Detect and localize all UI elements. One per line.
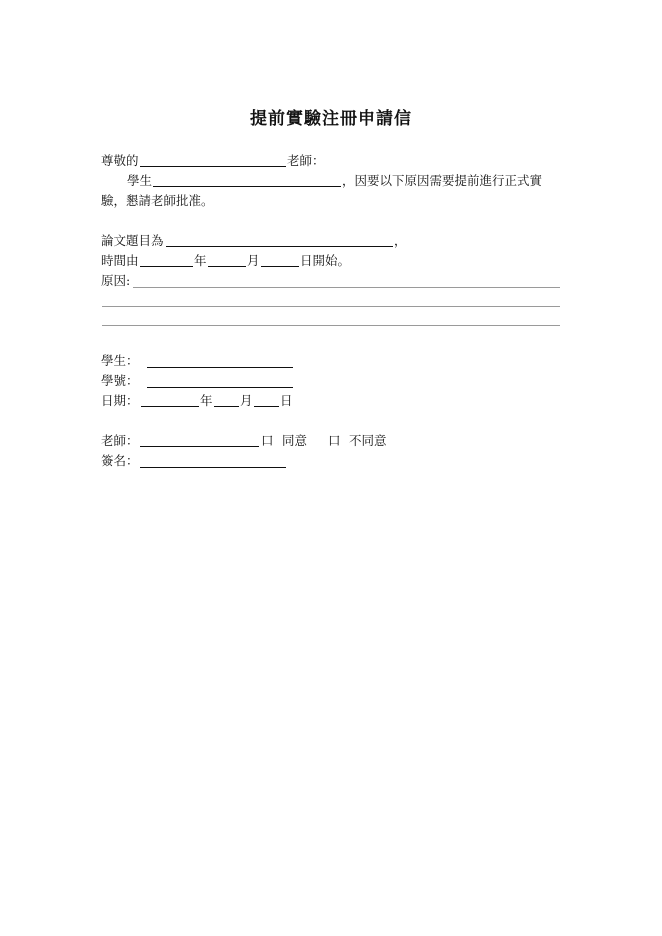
disagree-label: 不同意 <box>349 433 387 448</box>
sign-label: 簽名： <box>101 453 139 468</box>
start-day-blank[interactable] <box>261 266 299 267</box>
student-signature-blank[interactable] <box>147 367 293 368</box>
student-name-blank[interactable] <box>153 186 341 187</box>
teacher-name-sign-blank[interactable] <box>140 446 259 447</box>
document-title: 提前實驗注冊申請信 <box>250 109 412 129</box>
agree-checkbox[interactable]: 口 <box>261 433 274 448</box>
thesis-title-blank[interactable] <box>166 246 393 247</box>
teacher-signature-blank[interactable] <box>140 467 286 468</box>
reason-line-1[interactable] <box>133 287 560 288</box>
teacher-label: 老師： <box>101 433 139 448</box>
student-label: 學生： <box>101 353 139 368</box>
agree-label: 同意 <box>282 433 308 448</box>
salutation-prefix: 尊敬的 <box>101 153 139 168</box>
date-month-label: 月 <box>240 393 253 408</box>
date-day-blank[interactable] <box>254 406 279 407</box>
day-start-label: 日開始。 <box>300 253 351 268</box>
disagree-checkbox[interactable]: 口 <box>328 433 341 448</box>
start-month-blank[interactable] <box>208 266 246 267</box>
date-label: 日期： <box>101 393 139 408</box>
thesis-suffix: ， <box>394 233 407 248</box>
date-year-label: 年 <box>200 393 213 408</box>
date-year-blank[interactable] <box>141 406 199 407</box>
body-student-prefix: 學生 <box>127 173 153 188</box>
teacher-name-blank[interactable] <box>140 166 286 167</box>
body-line2: 驗，懇請老師批准。 <box>101 193 214 208</box>
reason-label: 原因: <box>101 273 131 288</box>
start-year-blank[interactable] <box>140 266 193 267</box>
date-month-blank[interactable] <box>214 406 239 407</box>
reason-line-3[interactable] <box>102 325 560 326</box>
thesis-prefix: 論文題目為 <box>101 233 164 248</box>
salutation-suffix: 老師： <box>287 153 325 168</box>
body-line1-end: ，因要以下原因需要提前進行正式實 <box>342 173 543 188</box>
date-day-label: 日 <box>280 393 293 408</box>
student-id-blank[interactable] <box>147 387 293 388</box>
year-label: 年 <box>194 253 207 268</box>
time-prefix: 時間由 <box>101 253 139 268</box>
month-label: 月 <box>247 253 260 268</box>
reason-line-2[interactable] <box>102 306 560 307</box>
student-id-label: 學號： <box>101 373 139 388</box>
